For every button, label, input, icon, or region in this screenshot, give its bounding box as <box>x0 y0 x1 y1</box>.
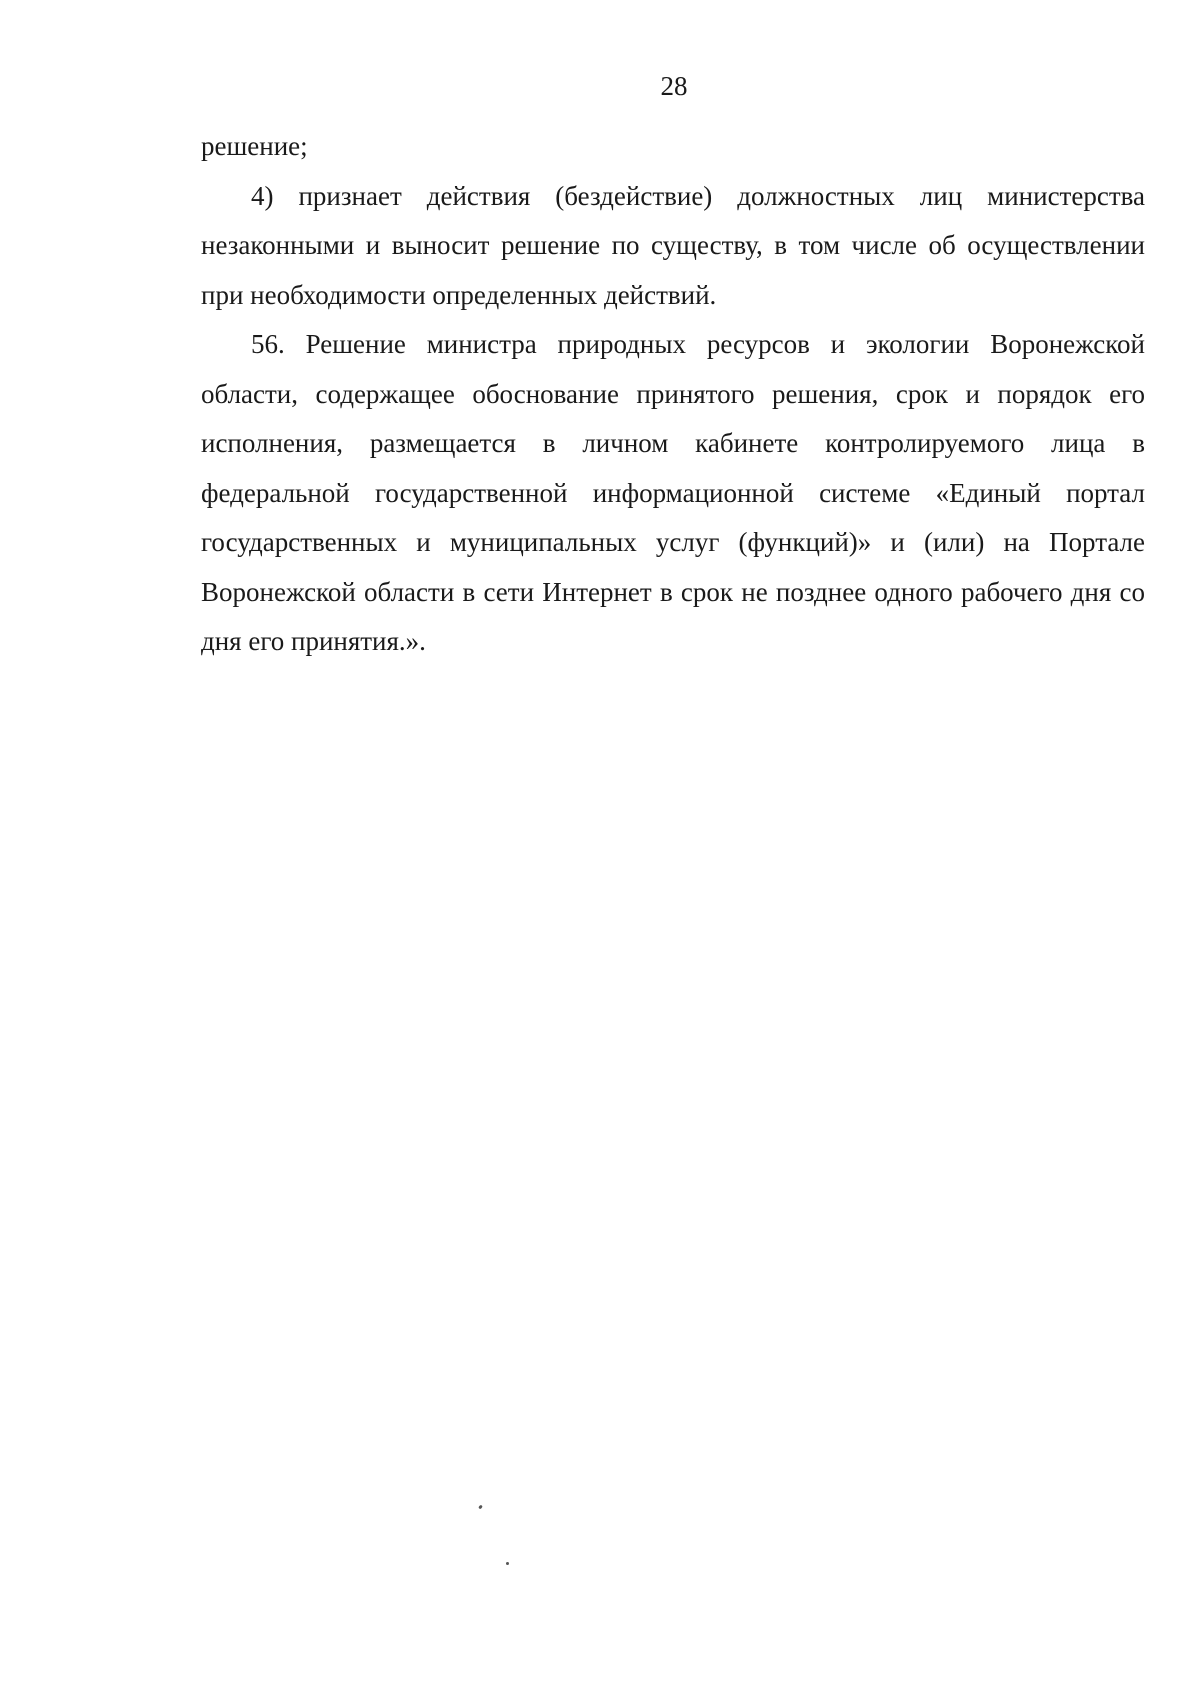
document-body <box>201 122 1145 667</box>
scan-speck <box>506 1562 509 1565</box>
page-number: 28 <box>660 71 688 101</box>
paragraph-item-4: 4) признает действия (бездействие) должностных лиц министерства незаконными и выносит решение по существу, в том числе об осуществлении при необходимости определенных действий. <box>201 180 1145 310</box>
scan-speck <box>478 1505 483 1510</box>
paragraph-56: 56. Решение министра природных ресурсов и экологии Воронежской области, содержащее обоснование принятого решения, срок и порядок его исполнения, размещается в личном кабинете контролируемого лица в федеральной государственной информационной системе «Единый портал государственных и муниципальных услуг (функций)» и (или) на Портале Воронежской области в сети Интернет в срок не позднее одного рабочего дня со дня его принятия.». <box>201 329 1145 656</box>
paragraph-continuation: решение; <box>201 131 308 161</box>
